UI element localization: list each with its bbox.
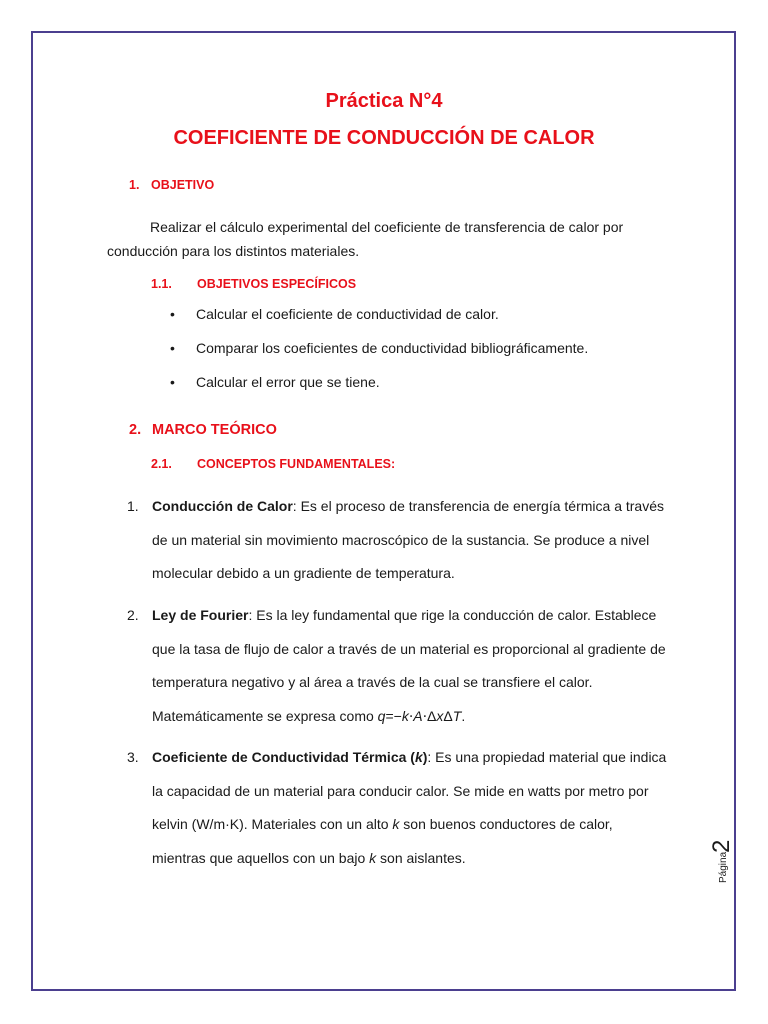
- objective-line-1: Realizar el cálculo experimental del coeficiente de transferencia de calor por: [150, 219, 624, 235]
- concept-term: Ley de Fourier: [152, 607, 249, 623]
- concept-item: [127, 741, 667, 875]
- concept-item: [127, 599, 667, 733]
- concept-text: : Es el proceso de transferencia de energía térmica a través: [292, 498, 664, 514]
- formula-op: ⋅: [408, 707, 414, 724]
- formula-var: q: [377, 707, 386, 724]
- formula-var: k: [369, 849, 377, 866]
- concept-text: son buenos conductores de calor,: [399, 816, 613, 832]
- formula-op: ⋅Δ: [422, 707, 437, 724]
- section-2-heading: [129, 422, 277, 438]
- formula-var: k: [392, 816, 400, 832]
- formula-op: =−: [385, 707, 402, 724]
- objective-line-2: conducción para los distintos materiales.: [107, 243, 360, 259]
- section-1-1-title: OBJETIVOS ESPECÍFICOS: [197, 277, 357, 291]
- concept-term-close: ): [422, 749, 428, 765]
- concept-text: de un material sin movimiento macroscópico de la sustancia. Se produce a nivel: [152, 531, 650, 548]
- bullet-text: Calcular el error que se tiene.: [196, 374, 380, 390]
- concept-text: que la tasa de flujo de calor a través de un material es proporcional al gradiente de: [152, 640, 666, 657]
- concept-text: mientras que aquellos con un bajo: [152, 849, 370, 866]
- page-number: 2: [708, 839, 735, 853]
- concept-text: temperatura negativo y al área a través de la cual se transfiere el calor.: [152, 674, 593, 690]
- formula-line: [152, 700, 667, 734]
- bullet-icon: •: [170, 374, 175, 390]
- practice-title: Práctica N°4: [325, 90, 443, 112]
- concept-text: la capacidad de un material para conducir calor. Se mide en watts por metro por: [152, 782, 649, 799]
- formula-op: .: [461, 707, 466, 724]
- item-number: 1.: [127, 498, 139, 514]
- section-2-title: MARCO TEÓRICO: [152, 422, 277, 438]
- concept-term-k: k: [414, 749, 423, 765]
- page-number-label: [698, 828, 738, 888]
- concept-text: kelvin (W/m·K). Materiales con un alto: [152, 816, 393, 832]
- bullet-item: [170, 340, 588, 356]
- bullet-item: [170, 374, 380, 390]
- section-2-1-heading: [151, 457, 395, 471]
- section-1-1-number: 1.1.: [151, 277, 172, 291]
- section-2-1-number: 2.1.: [151, 457, 172, 471]
- formula-var: A: [413, 707, 423, 724]
- concept-term: Coeficiente de Conductividad Térmica (: [152, 749, 415, 765]
- concept-text: Matemáticamente se expresa como: [152, 707, 378, 724]
- bullet-item: [170, 306, 499, 322]
- section-1-title: OBJETIVO: [151, 178, 215, 192]
- concept-item: [127, 490, 667, 591]
- bullet-text: Calcular el coeficiente de conductividad de calor.: [196, 306, 499, 322]
- document-title: COEFICIENTE DE CONDUCCIÓN DE CALOR: [173, 127, 595, 149]
- concept-term: Conducción de Calor: [152, 498, 293, 514]
- concept-text: : Es una propiedad material que indica: [427, 749, 667, 765]
- page-word: Página: [718, 851, 729, 883]
- concept-text: molecular debido a un gradiente de temperatura.: [152, 565, 455, 581]
- bullet-text: Comparar los coeficientes de conductividad bibliográficamente.: [196, 340, 589, 356]
- formula-var: k: [401, 707, 409, 724]
- formula-op: Δ: [443, 707, 453, 724]
- section-2-1-title: CONCEPTOS FUNDAMENTALES:: [197, 457, 396, 471]
- concept-text: : Es la ley fundamental que rige la conducción de calor. Establece: [248, 607, 657, 623]
- bullet-icon: •: [170, 340, 175, 356]
- formula-var: T: [452, 707, 462, 724]
- formula-var: x: [436, 707, 444, 724]
- concept-text: son aislantes.: [376, 849, 466, 866]
- section-2-number: 2.: [129, 422, 142, 438]
- section-1-number: 1.: [129, 178, 140, 192]
- bullet-icon: •: [170, 306, 175, 322]
- item-number: 2.: [127, 607, 139, 623]
- item-number: 3.: [127, 749, 139, 765]
- section-1-1-heading: [151, 277, 356, 291]
- section-1-heading: [129, 178, 214, 192]
